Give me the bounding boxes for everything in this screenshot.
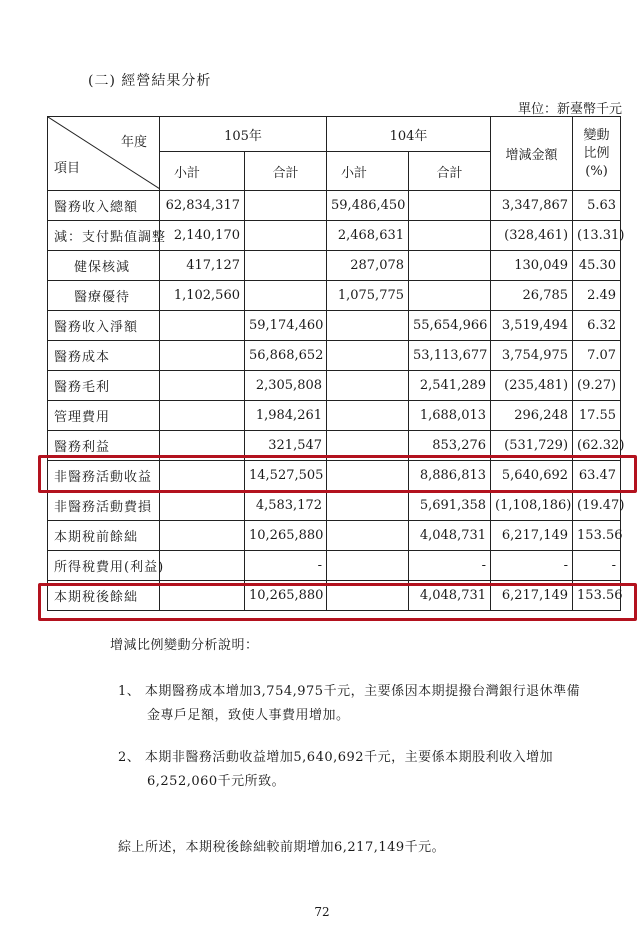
prior-subtotal: 1,075,775 (327, 281, 409, 311)
row-label: 非醫務活動收益 (48, 461, 160, 491)
current-subtotal: 62,834,317 (160, 191, 245, 221)
header-current-subtotal: 小計 (160, 152, 245, 191)
prior-subtotal (327, 431, 409, 461)
current-total (245, 221, 327, 251)
row-label: 醫務利益 (48, 431, 160, 461)
change-amount: 6,217,149 (491, 521, 573, 551)
row-label: 醫務成本 (48, 341, 160, 371)
prior-total: 853,276 (409, 431, 491, 461)
current-total: 2,305,808 (245, 371, 327, 401)
current-total: 1,984,261 (245, 401, 327, 431)
note-2-line-1: 2、 本期非醫務活動收益增加5,640,692千元，主要係本期股利收入增加 (118, 750, 554, 765)
prior-subtotal (327, 491, 409, 521)
current-subtotal (160, 371, 245, 401)
prior-subtotal (327, 551, 409, 581)
notes-summary: 綜上所述，本期稅後餘絀較前期增加6,217,149千元。 (118, 840, 446, 855)
header-current-total: 合計 (245, 152, 327, 191)
prior-total: 1,688,013 (409, 401, 491, 431)
current-total: 10,265,880 (245, 581, 327, 611)
current-subtotal (160, 491, 245, 521)
change-amount: 26,785 (491, 281, 573, 311)
row-label: 醫務毛利 (48, 371, 160, 401)
change-ratio: 63.47 (573, 461, 621, 491)
row-label: 醫務收入淨額 (48, 311, 160, 341)
change-amount: (531,729) (491, 431, 573, 461)
header-year-current: 105年 (160, 117, 327, 152)
table-row (48, 191, 621, 221)
prior-subtotal: 2,468,631 (327, 221, 409, 251)
prior-subtotal (327, 461, 409, 491)
change-ratio: (19.47) (573, 491, 621, 521)
section-title: (二) 經營結果分析 (88, 73, 212, 89)
change-amount: (1,108,186) (491, 491, 573, 521)
current-total (245, 281, 327, 311)
row-label: 管理費用 (48, 401, 160, 431)
table-row (48, 401, 621, 431)
current-subtotal (160, 341, 245, 371)
header-prior-subtotal: 小計 (327, 152, 409, 191)
change-ratio: 6.32 (573, 311, 621, 341)
page-number: 72 (314, 905, 330, 919)
current-subtotal (160, 521, 245, 551)
header-change-amount: 增減金額 (491, 117, 573, 191)
current-subtotal (160, 461, 245, 491)
row-label: 醫療優待 (48, 281, 160, 311)
change-amount: 3,754,975 (491, 341, 573, 371)
prior-total: 55,654,966 (409, 311, 491, 341)
row-label: 醫務收入總額 (48, 191, 160, 221)
header-prior-total: 合計 (409, 152, 491, 191)
change-ratio: (9.27) (573, 371, 621, 401)
current-subtotal (160, 581, 245, 611)
current-subtotal (160, 551, 245, 581)
prior-total: 4,048,731 (409, 581, 491, 611)
change-ratio: (13.31) (573, 221, 621, 251)
table-row (48, 311, 621, 341)
prior-subtotal (327, 581, 409, 611)
prior-subtotal: 287,078 (327, 251, 409, 281)
prior-total (409, 251, 491, 281)
change-amount: 130,049 (491, 251, 573, 281)
current-total: 10,265,880 (245, 521, 327, 551)
prior-total: 53,113,677 (409, 341, 491, 371)
header-change-ratio (573, 117, 621, 191)
change-amount: (328,461) (491, 221, 573, 251)
notes-heading: 增減比例變動分析說明： (110, 638, 259, 653)
row-label: 減：支付點值調整 (48, 221, 160, 251)
change-amount: 3,519,494 (491, 311, 573, 341)
note-1-line-2: 金專戶足額，致使人事費用增加。 (147, 708, 350, 723)
table-row (48, 431, 621, 461)
row-label: 所得稅費用(利益) (48, 551, 160, 581)
prior-total: 2,541,289 (409, 371, 491, 401)
prior-total (409, 191, 491, 221)
table-row (48, 281, 621, 311)
table-row-highlighted (48, 581, 621, 611)
table-row (48, 371, 621, 401)
table-row-highlighted (48, 461, 621, 491)
change-ratio: 7.07 (573, 341, 621, 371)
change-ratio: 17.55 (573, 401, 621, 431)
current-total: 14,527,505 (245, 461, 327, 491)
note-1-line-1: 1、 本期醫務成本增加3,754,975千元，主要係因本期提撥台灣銀行退休準備 (118, 684, 581, 699)
table-row (48, 491, 621, 521)
prior-total: - (409, 551, 491, 581)
prior-subtotal (327, 341, 409, 371)
table-row (48, 221, 621, 251)
change-ratio: 45.30 (573, 251, 621, 281)
change-amount: 6,217,149 (491, 581, 573, 611)
prior-subtotal (327, 521, 409, 551)
note-2-line-2: 6,252,060千元所致。 (147, 774, 286, 789)
change-amount: 3,347,867 (491, 191, 573, 221)
current-subtotal (160, 311, 245, 341)
prior-total: 4,048,731 (409, 521, 491, 551)
table-row (48, 521, 621, 551)
row-label: 非醫務活動費損 (48, 491, 160, 521)
prior-subtotal (327, 401, 409, 431)
row-label: 本期稅前餘絀 (48, 521, 160, 551)
header-item-label: 項目 (54, 161, 81, 176)
current-total (245, 251, 327, 281)
operating-results-table (47, 116, 625, 611)
current-subtotal: 417,127 (160, 251, 245, 281)
change-ratio: (62.32) (573, 431, 621, 461)
header-ratio-line-2: 比例 (583, 145, 610, 161)
change-amount: (235,481) (491, 371, 573, 401)
table-row (48, 341, 621, 371)
current-subtotal (160, 431, 245, 461)
current-total: 4,583,172 (245, 491, 327, 521)
change-ratio: 5.63 (573, 191, 621, 221)
prior-total (409, 221, 491, 251)
prior-subtotal: 59,486,450 (327, 191, 409, 221)
change-ratio: 153.56 (573, 581, 621, 611)
header-ratio-line-1: 變動 (583, 127, 610, 143)
prior-subtotal (327, 311, 409, 341)
header-ratio-line-3: (%) (585, 163, 608, 179)
current-total: 321,547 (245, 431, 327, 461)
change-amount: - (491, 551, 573, 581)
row-label: 健保核減 (48, 251, 160, 281)
prior-total (409, 281, 491, 311)
current-total (245, 191, 327, 221)
diagonal-line (48, 117, 160, 189)
current-total: 56,868,652 (245, 341, 327, 371)
current-total: 59,174,460 (245, 311, 327, 341)
change-ratio: - (573, 551, 621, 581)
prior-total: 5,691,358 (409, 491, 491, 521)
header-year-label: 年度 (120, 135, 147, 150)
current-subtotal (160, 401, 245, 431)
change-amount: 5,640,692 (491, 461, 573, 491)
current-subtotal: 2,140,170 (160, 221, 245, 251)
table-row (48, 551, 621, 581)
change-amount: 296,248 (491, 401, 573, 431)
table-row (48, 251, 621, 281)
header-corner-cell (48, 117, 160, 191)
prior-subtotal (327, 371, 409, 401)
unit-label: 單位：新臺幣千元 (517, 102, 622, 117)
row-label: 本期稅後餘絀 (48, 581, 160, 611)
change-ratio: 2.49 (573, 281, 621, 311)
current-subtotal: 1,102,560 (160, 281, 245, 311)
prior-total: 8,886,813 (409, 461, 491, 491)
current-total: - (245, 551, 327, 581)
change-ratio: 153.56 (573, 521, 621, 551)
header-year-prior: 104年 (327, 117, 491, 152)
